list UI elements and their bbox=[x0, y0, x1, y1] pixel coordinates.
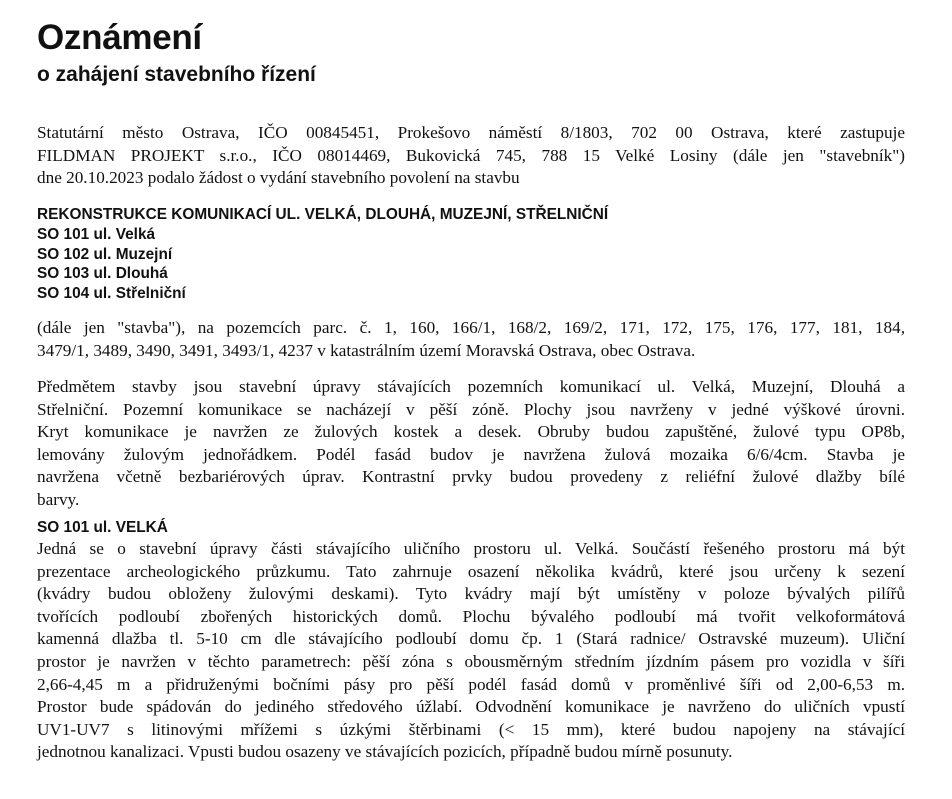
project-item: SO 103 ul. Dlouhá bbox=[37, 265, 168, 283]
parcels-line: 3479/1, 3489, 3490, 3491, 3493/1, 4237 v katastrálním území Moravská Ostrava, obec Ostrava. bbox=[37, 340, 696, 360]
subject-line: Střelniční. Pozemní komunikace se nacházejí v pěší zóně. Plochy jsou navrženy v jedné výškové úrovni. bbox=[37, 399, 905, 419]
so101-heading-block bbox=[37, 518, 905, 538]
project-heading-block bbox=[37, 205, 905, 304]
so101-line: kamenná dlažba tl. 5-10 cm dle stávajícího podloubí domu čp. 1 (Stará radnice/ Ostravské muzeum). Uliční bbox=[37, 629, 905, 649]
project-item: SO 101 ul. Velká bbox=[37, 225, 156, 243]
so101-line: (kvádry budou obloženy žulovými deskami). Tyto kvádry mají být umístěny v poloze bývalých pilířů bbox=[37, 584, 905, 604]
parcels-line: (dále jen "stavba"), na pozemcích parc. č. 1, 160, 166/1, 168/2, 169/2, 171, 172, 175, 176, 177, 181, 184, bbox=[37, 318, 905, 337]
intro-line: dne 20.10.2023 podalo žádost o vydání stavebního povolení na stavbu bbox=[37, 168, 520, 188]
subject-line: Kryt komunikace je navržen ze žulových kostek a desek. Obruby budou zapuštěné, žulové typu OP8b, bbox=[37, 422, 905, 442]
page-title: Oznámení bbox=[37, 18, 202, 57]
so101-line: Prostor bude spádován do jediného středového úžlabí. Odvodnění komunikace je navrženo do uličních vpustí bbox=[37, 697, 905, 717]
project-item: SO 102 ul. Muzejní bbox=[37, 245, 173, 263]
so101-line: prostor je navržen v těchto parametrech: pěší zóna s obousměrným středním jízdním pásem pro vozidla v šíři bbox=[37, 651, 905, 671]
so101-line: prezentace archeologického průzkumu. Tato zahrnuje osazení několika kvádrů, které jsou určeny k sezení bbox=[37, 561, 905, 581]
so101-paragraph bbox=[37, 538, 905, 764]
subject-paragraph bbox=[37, 376, 905, 512]
subject-line: barvy. bbox=[37, 489, 80, 509]
subject-line: lemovány žulovým jednořádkem. Podél fasád budov je navržena žulová mozaika 6/6/4cm. Stavba je bbox=[37, 444, 905, 464]
intro-paragraph bbox=[37, 122, 905, 190]
intro-line: Statutární město Ostrava, IČO 00845451, Prokešovo náměstí 8/1803, 702 00 Ostrava, které zastupuje bbox=[37, 123, 905, 142]
so101-heading: SO 101 ul. VELKÁ bbox=[37, 519, 168, 536]
subject-line: Předmětem stavby jsou stavební úpravy stávajících pozemních komunikací ul. Velká, Muzejní, Dlouhá a bbox=[37, 377, 905, 396]
project-item: SO 104 ul. Střelniční bbox=[37, 285, 186, 303]
so101-line: UV1-UV7 s litinovými mřížemi s úzkými štěrbinami (< 15 mm), které budou napojeny na stávající bbox=[37, 719, 905, 739]
project-heading: REKONSTRUKCE KOMUNIKACÍ UL. VELKÁ, DLOUHÁ, MUZEJNÍ, STŘELNIČNÍ bbox=[37, 206, 609, 223]
page-subtitle: o zahájení stavebního řízení bbox=[37, 63, 316, 86]
intro-line: FILDMAN PROJEKT s.r.o., IČO 08014469, Bukovická 745, 788 15 Velké Losiny (dále jen "stavebník") bbox=[37, 145, 905, 165]
so101-line: tvořících podloubí zbořených historických domů. Plochu bývalého podloubí má tvořit velkoformátová bbox=[37, 606, 905, 626]
so101-line: jednotnou kanalizaci. Vpusti budou osazeny ve stávajících pozicích, případně budou mírně posunuty. bbox=[37, 742, 733, 762]
so101-line: 2,66-4,45 m a přidruženými bočními pásy pro pěší podél fasád domů v proměnlivé šíři od 2,00-6,53 m. bbox=[37, 674, 905, 694]
so101-line: Jedná se o stavební úpravy části stávajícího uličního prostoru ul. Velká. Součástí řešeného prostoru má být bbox=[37, 539, 905, 558]
subject-line: navržena včetně bezbariérových úprav. Kontrastní prvky budou provedeny z reliéfní žulové dlažby bílé bbox=[37, 467, 905, 487]
parcels-paragraph bbox=[37, 317, 905, 362]
